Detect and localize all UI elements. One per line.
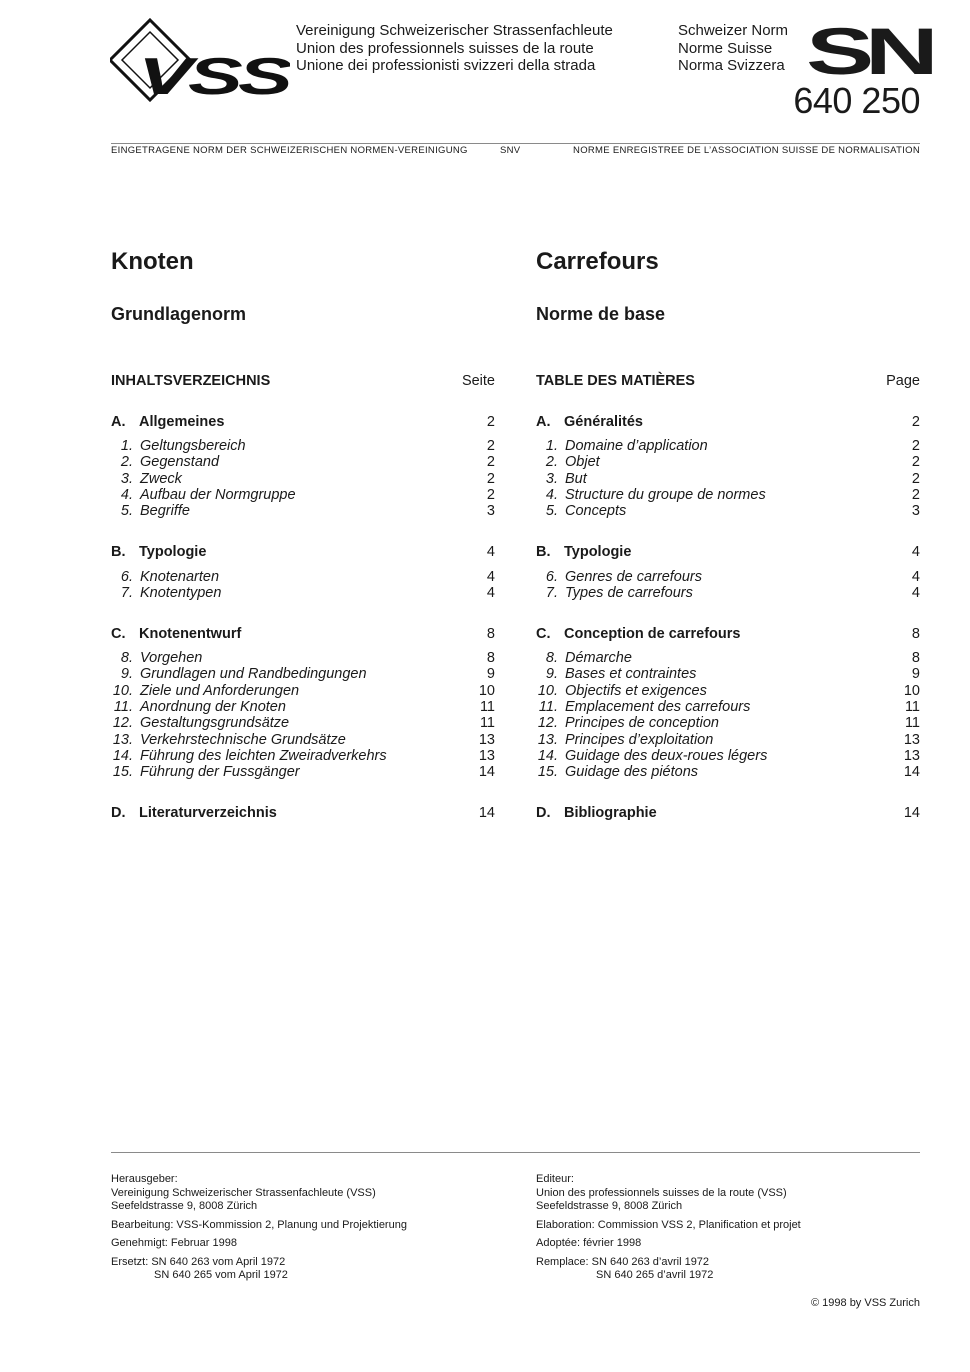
replaces-2-de: SN 640 265 vom April 1972	[154, 1269, 288, 1281]
toc-section-page: 2	[911, 414, 920, 430]
replaces-1-de: Ersetzt: SN 640 263 vom April 1972	[111, 1255, 286, 1268]
toc-item-page: 11	[904, 698, 920, 715]
toc-item-de	[111, 471, 495, 487]
editing-fr: Elaboration: Commission VSS 2, Planification et projet	[536, 1218, 801, 1231]
toc-item-page: 8	[486, 650, 495, 666]
org-name-it: Unione dei professionisti svizzeri della strada	[296, 57, 596, 74]
toc-item-label: But	[565, 470, 587, 487]
toc-item-label: Geltungsbereich	[140, 438, 246, 454]
approved-de: Genehmigt: Februar 1998	[111, 1237, 237, 1249]
toc-item-de	[111, 764, 495, 780]
toc-item-de	[111, 650, 495, 666]
toc-item-page: 11	[479, 698, 495, 715]
toc-section-title: Typologie	[564, 544, 632, 560]
toc-item-de	[111, 748, 495, 764]
toc-item-label: Concepts	[565, 503, 627, 520]
toc-item-de	[111, 732, 495, 748]
toc-item-page: 4	[911, 585, 920, 602]
toc-item-label: Guidage des deux-roues légers	[565, 747, 768, 764]
toc-item-label: Anordnung der Knoten	[140, 698, 286, 715]
toc-item-number: 5.	[120, 503, 133, 520]
toc-item-de	[111, 454, 495, 470]
footer-de	[111, 1173, 407, 1283]
registry-de: EINGETRAGENE NORM DER SCHWEIZERISCHEN NORMEN-VEREINIGUNG	[111, 145, 468, 156]
title-fr: Carrefours	[536, 248, 659, 275]
toc-section-page: 8	[911, 626, 920, 642]
norm-labels	[678, 22, 788, 75]
toc-item-number: 15.	[537, 764, 558, 781]
toc-item-page: 2	[486, 470, 495, 487]
toc-item-number: 13.	[537, 731, 558, 748]
toc-item-fr	[536, 471, 920, 487]
toc-section-page: 2	[486, 414, 495, 430]
toc-item-page: 4	[486, 569, 495, 585]
toc-item-label: Vorgehen	[140, 650, 203, 666]
toc-section-title: Knotenentwurf	[139, 626, 242, 642]
registry-fr: NORME ENREGISTREE DE L’ASSOCIATION SUISSE DE NORMALISATION	[573, 145, 920, 156]
toc-item-page: 14	[903, 764, 920, 781]
toc-item-label: Objectifs et exigences	[565, 682, 707, 699]
approved-fr: Adoptée: février 1998	[536, 1237, 642, 1249]
toc-section-fr-4	[536, 805, 920, 821]
toc-item-label: Gegenstand	[140, 454, 220, 471]
toc-item-de	[111, 487, 495, 503]
toc-item-label: Grundlagen und Randbedingungen	[140, 666, 367, 683]
toc-section-page: 8	[486, 626, 495, 642]
toc-item-number: 6.	[545, 569, 558, 585]
copyright: © 1998 by VSS Zurich	[811, 1297, 920, 1309]
toc-item-number: 12.	[112, 715, 133, 732]
toc-item-fr	[536, 764, 920, 780]
toc-item-de	[111, 585, 495, 601]
subtitle-fr: Norme de base	[536, 304, 666, 324]
toc-item-label: Objet	[565, 454, 600, 471]
toc-item-number: 4.	[120, 486, 133, 503]
toc-item-page: 13	[478, 731, 495, 748]
norm-label-de: Schweizer Norm	[678, 22, 789, 39]
toc-item-number: 3.	[545, 470, 558, 487]
toc-section-de-3	[111, 626, 495, 642]
toc-item-number: 8.	[120, 650, 133, 666]
toc-section-de-2	[111, 544, 495, 560]
toc-item-fr	[536, 715, 920, 731]
toc-item-label: Bases et contraintes	[565, 666, 697, 683]
toc-item-page: 2	[911, 470, 920, 487]
toc-section-letter: A.	[111, 414, 126, 430]
toc-section-letter: D.	[111, 805, 126, 821]
registry-snv: SNV	[500, 145, 521, 156]
toc-item-number: 12.	[537, 715, 558, 732]
toc-section-page: 14	[903, 805, 920, 821]
toc-section-title: Bibliographie	[564, 805, 657, 821]
toc-item-page: 3	[486, 503, 495, 520]
toc-section-fr-2	[536, 544, 920, 560]
publisher-address-de: Seefeldstrasse 9, 8008 Zürich	[111, 1200, 258, 1212]
toc-item-page: 10	[478, 682, 495, 699]
toc-section-letter: A.	[536, 414, 551, 430]
toc-item-number: 2.	[545, 454, 558, 471]
toc-section-letter: B.	[111, 544, 126, 560]
toc-item-number: 14.	[537, 747, 558, 764]
page-heading-de: Seite	[461, 373, 495, 389]
toc-item-label: Gestaltungsgrundsätze	[140, 715, 290, 732]
toc-item-label: Zweck	[140, 470, 182, 487]
toc-heading-de: INHALTSVERZEICHNIS	[111, 373, 271, 389]
toc-item-number: 9.	[120, 666, 133, 683]
toc-section-letter: C.	[536, 626, 551, 642]
toc-item-fr	[536, 683, 920, 699]
toc-item-number: 15.	[112, 764, 133, 781]
toc-item-fr	[536, 438, 920, 454]
toc-item-fr	[536, 454, 920, 470]
toc-section-title: Typologie	[139, 544, 207, 560]
toc-item-label: Emplacement des carrefours	[565, 698, 751, 715]
publisher-label-fr: Editeur:	[536, 1173, 574, 1185]
toc-item-label: Principes de conception	[565, 715, 719, 732]
editing-de: Bearbeitung: VSS-Kommission 2, Planung und Projektierung	[111, 1218, 407, 1231]
header-divider	[111, 143, 920, 144]
toc-item-de	[111, 438, 495, 454]
toc-item-page: 4	[486, 585, 495, 602]
toc-item-number: 10.	[537, 682, 558, 699]
toc-section-page: 4	[911, 544, 920, 560]
toc-item-number: 11.	[113, 698, 133, 715]
toc-item-page: 13	[903, 747, 920, 764]
toc-section-fr-3	[536, 626, 920, 642]
toc-item-page: 2	[486, 454, 495, 471]
vss-logo	[110, 18, 290, 102]
toc-item-label: Principes d’exploitation	[565, 731, 714, 748]
toc-item-de	[111, 699, 495, 715]
toc-section-title: Généralités	[564, 414, 643, 430]
toc-item-page: 2	[911, 454, 920, 471]
toc-section-page: 4	[486, 544, 495, 560]
replaces-2-fr: SN 640 265 d’avril 1972	[596, 1269, 714, 1281]
toc-section-letter: B.	[536, 544, 551, 560]
toc-item-fr	[536, 487, 920, 503]
toc-item-fr	[536, 748, 920, 764]
toc-heading-fr: TABLE DES MATIÈRES	[536, 373, 695, 389]
publisher-label-de: Herausgeber:	[111, 1173, 178, 1185]
toc-section-title: Allgemeines	[139, 414, 225, 430]
toc-item-number: 1.	[120, 438, 133, 454]
replaces-1-fr: Remplace: SN 640 263 d’avril 1972	[536, 1255, 710, 1268]
toc-item-page: 3	[911, 503, 920, 520]
toc-item-de	[111, 715, 495, 731]
toc-item-fr	[536, 503, 920, 519]
norm-label-it: Norma Svizzera	[678, 57, 785, 74]
toc-section-page: 14	[478, 805, 495, 821]
toc-item-page: 2	[911, 438, 920, 454]
title-de: Knoten	[111, 248, 194, 275]
toc-item-fr	[536, 650, 920, 666]
toc-item-page: 8	[911, 650, 920, 666]
publisher-address-fr: Seefeldstrasse 9, 8008 Zürich	[536, 1200, 683, 1212]
footer-divider	[111, 1152, 920, 1153]
toc-item-fr	[536, 666, 920, 682]
toc-item-number: 3.	[120, 470, 133, 487]
vss-logo-icon	[110, 18, 290, 102]
toc-item-page: 13	[903, 731, 920, 748]
toc-item-page: 4	[911, 569, 920, 585]
toc-item-de	[111, 569, 495, 585]
toc-item-number: 14.	[112, 747, 133, 764]
toc-item-number: 2.	[120, 454, 133, 471]
toc-item-number: 6.	[120, 569, 133, 585]
logo-text: VSS	[138, 48, 290, 102]
toc-section-letter: D.	[536, 805, 551, 821]
publisher-name-fr: Union des professionnels suisses de la route (VSS)	[536, 1186, 787, 1199]
toc-item-de	[111, 666, 495, 682]
toc-section-title: Literaturverzeichnis	[139, 805, 277, 821]
toc-item-label: Genres de carrefours	[565, 569, 703, 585]
toc-section-title: Conception de carrefours	[564, 626, 741, 642]
toc-item-page: 2	[911, 486, 920, 503]
toc-item-de	[111, 503, 495, 519]
norm-number: 640 250	[793, 80, 920, 121]
toc-item-de	[111, 683, 495, 699]
toc-item-label: Knotentypen	[140, 585, 222, 602]
toc-item-number: 7.	[120, 585, 133, 602]
toc-section-de-4	[111, 805, 495, 821]
toc-item-page: 11	[904, 715, 920, 732]
toc-item-label: Domaine d’application	[565, 438, 708, 454]
toc-item-label: Ziele und Anforderungen	[140, 682, 300, 699]
toc-item-page: 9	[486, 666, 495, 683]
toc-item-number: 1.	[545, 438, 558, 454]
toc-item-page: 2	[486, 486, 495, 503]
toc-item-number: 9.	[545, 666, 558, 683]
page-heading-fr: Page	[886, 373, 920, 389]
toc-item-page: 10	[903, 682, 920, 699]
toc-item-number: 5.	[545, 503, 558, 520]
org-name-fr: Union des professionnels suisses de la route	[296, 39, 594, 57]
footer-fr	[536, 1173, 801, 1283]
toc-item-label: Knotenarten	[140, 569, 220, 585]
toc-item-number: 13.	[112, 731, 133, 748]
toc-item-label: Begriffe	[140, 503, 190, 520]
toc-item-page: 11	[479, 715, 495, 732]
toc-item-label: Démarche	[565, 650, 632, 666]
publisher-name-de: Vereinigung Schweizerischer Strassenfachleute (VSS)	[111, 1186, 376, 1199]
toc-item-fr	[536, 699, 920, 715]
org-names	[296, 22, 613, 75]
toc-item-page: 13	[478, 747, 495, 764]
toc-section-de-1	[111, 414, 495, 430]
norm-label-fr: Norme Suisse	[678, 39, 773, 57]
sn-mark: SN	[806, 14, 930, 88]
toc-item-label: Aufbau der Normgruppe	[140, 486, 296, 503]
toc-item-number: 8.	[545, 650, 558, 666]
toc-item-page: 9	[911, 666, 920, 683]
toc-item-page: 14	[478, 764, 495, 781]
toc-item-fr	[536, 585, 920, 601]
toc-item-fr	[536, 732, 920, 748]
toc-item-label: Führung der Fussgänger	[140, 764, 300, 781]
toc-item-number: 11.	[538, 698, 558, 715]
toc-section-fr-1	[536, 414, 920, 430]
toc-item-fr	[536, 569, 920, 585]
subtitle-de: Grundlagenorm	[111, 304, 247, 324]
toc-section-letter: C.	[111, 626, 126, 642]
toc-item-label: Führung des leichten Zweiradverkehrs	[140, 747, 387, 764]
toc-item-label: Verkehrstechnische Grundsätze	[140, 731, 346, 748]
toc-item-label: Structure du groupe de normes	[565, 486, 766, 503]
toc-item-label: Guidage des piétons	[565, 764, 699, 781]
toc-item-label: Types de carrefours	[565, 585, 693, 602]
toc-item-number: 10.	[112, 682, 133, 699]
toc-item-number: 4.	[545, 486, 558, 503]
org-name-de: Vereinigung Schweizerischer Strassenfachleute	[296, 22, 613, 39]
toc-item-page: 2	[486, 438, 495, 454]
toc-item-number: 7.	[545, 585, 558, 602]
